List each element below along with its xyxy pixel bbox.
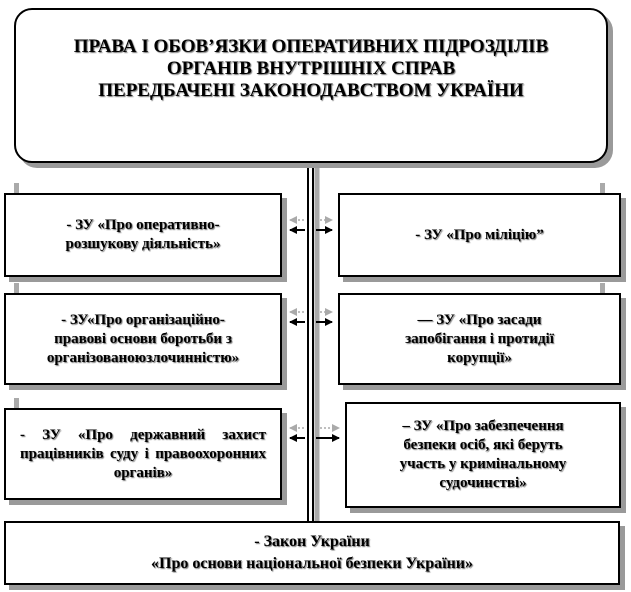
title-line-1: ПРАВА І ОБОВ’ЯЗКИ ОПЕРАТИВНИХ ПІДРОЗДІЛІВ [73,36,549,57]
law-box-state-protection [4,408,282,500]
box-text-line: – ЗУ «Про забезпечення [402,418,564,434]
box-text-line: правові основи боротьби з [54,330,232,347]
box-text-line: «Про основи національної безпеки України» [151,555,473,572]
law-box-militia [338,193,621,277]
box-text-line: - ЗУ «Про оперативно- [66,217,220,233]
box-text-line: судочинстві» [439,475,527,491]
law-box-corruption [338,293,621,385]
box-text-line: - ЗУ «Про міліцію” [415,226,544,243]
box-text-line: - Закон України [254,533,370,550]
box-text-line: організованоюзлочинністю» [46,349,240,366]
law-box-national-security [4,521,620,585]
law-box-operative-search [4,193,282,277]
box-text-line: участь у кримінальному [399,456,567,472]
title-box [14,8,608,163]
box-text-line: розшукову діяльність» [65,236,221,252]
box-text-line: безпеки осіб, які беруть [403,437,563,453]
box-text-line: –– ЗУ «Про засади [417,311,542,328]
box-text-line: - ЗУ «Про державний захист працівників суду і правоохоронних органів» [20,426,266,481]
law-box-criminal-proceedings [345,402,621,508]
title-line-3: ПЕРЕДБАЧЕНІ ЗАКОНОДАВСТВОМ УКРАЇНИ [98,80,524,101]
box-text-line: запобігання і протидії [405,330,554,347]
box-text-line: корупції» [447,349,512,366]
box-text-line: - ЗУ«Про організаційно- [61,311,225,328]
title-line-2: ОРГАНІВ ВНУТРІШНІХ СПРАВ [166,58,456,79]
law-box-organized-crime [4,293,282,385]
